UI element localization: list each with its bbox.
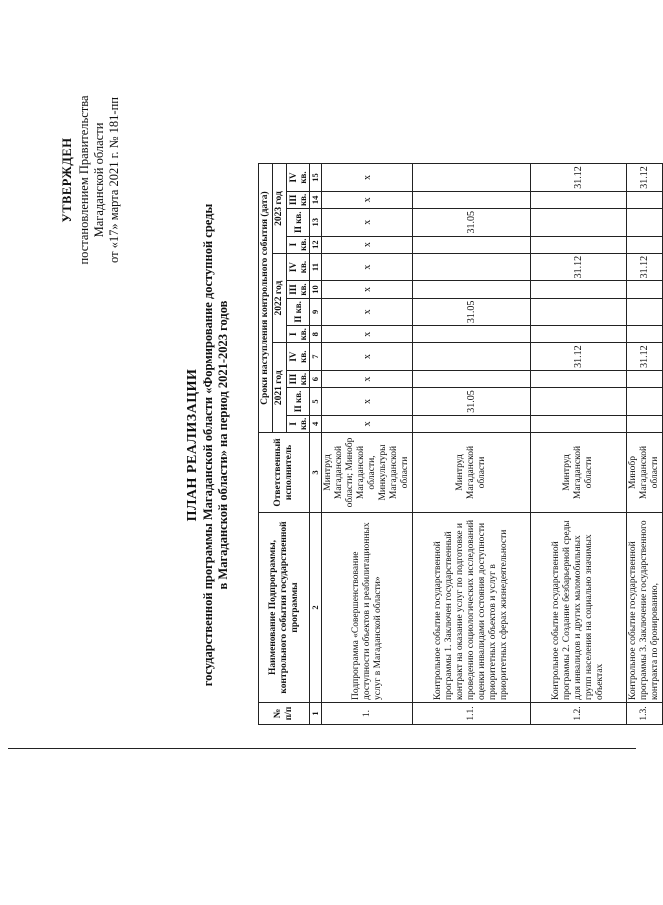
header-quarter: IV кв. [287,164,310,192]
row-date-cell [627,370,663,387]
row-date-cell [627,298,663,326]
row-name: Контрольное событие государственной программы 3. Заключение государственного контракта по бронированию, [627,513,663,703]
column-number: 4 [310,415,322,432]
row-date-cell: 31.05 [413,209,531,237]
header-quarter: II кв. [287,298,310,326]
row-date-cell [531,298,627,326]
row-date-cell [531,191,627,208]
approval-block [60,75,122,285]
row-date-cell: 31.12 [627,253,663,281]
column-number: 14 [310,191,322,208]
row-date-cell: x [322,281,413,298]
row-date-cell [627,388,663,416]
row-date-cell [413,326,531,343]
table-row [627,164,663,725]
row-date-cell [413,281,531,298]
row-name: Контрольное событие государственной программы 1. Заключен государственный контракт на оказание услуг по подготовке и проведению социологических исследований оценки инвалидами состояния доступности приоритетных объектов и услуг в приоритетных сферах жизнедеятельности [413,513,531,703]
column-number-row [310,164,322,725]
header-year-2021: 2021 год [273,343,287,433]
row-date-cell: 31.12 [531,164,627,192]
header-quarter: III кв. [287,370,310,387]
document-title [185,135,231,755]
row-executor: Минтруд Магаданской области [531,433,627,513]
column-number: 2 [310,513,322,703]
row-date-cell: x [322,191,413,208]
header-num: № п/п [259,703,310,725]
column-number: 10 [310,281,322,298]
column-number: 6 [310,370,322,387]
row-number: 1.1. [413,703,531,725]
row-date-cell [531,281,627,298]
row-name: Контрольное событие государственной программы 2. Создание безбарьерной среды для инвалидов и других маломобильных групп населения на социально значимых объектах [531,513,627,703]
row-date-cell: x [322,388,413,416]
header-quarter: II кв. [287,209,310,237]
row-date-cell: x [322,298,413,326]
approval-line-3: от «17» марта 2021 г. № 181-пп [107,97,121,263]
row-date-cell: 31.12 [627,164,663,192]
row-date-cell [627,326,663,343]
row-date-cell [413,370,531,387]
header-executor: Ответственный исполнитель [259,433,310,513]
row-date-cell [627,191,663,208]
title-line-2: государственной программы Магаданской области «Формирование доступной среды [201,203,215,687]
row-date-cell [627,209,663,237]
header-quarter: II кв. [287,388,310,416]
row-date-cell: x [322,343,413,371]
row-date-cell: 31.12 [627,343,663,371]
row-date-cell [413,164,531,192]
table-row [413,164,531,725]
header-quarter: III кв. [287,191,310,208]
row-date-cell: x [322,326,413,343]
approval-line-1: постановлением Правительства [77,95,91,265]
header-quarter: I кв. [287,326,310,343]
header-quarter: IV кв. [287,343,310,371]
header-name: Наименование Подпрограммы, контрольного события государственной программы [259,513,310,703]
row-number: 1.3. [627,703,663,725]
row-date-cell [413,236,531,253]
column-number: 8 [310,326,322,343]
row-date-cell [531,388,627,416]
row-date-cell [531,326,627,343]
row-date-cell [413,191,531,208]
table-row [322,164,413,725]
header-quarter: I кв. [287,415,310,432]
row-date-cell: 31.05 [413,298,531,326]
row-number: 1. [322,703,413,725]
header-quarter: III кв. [287,281,310,298]
row-date-cell: 31.12 [531,343,627,371]
row-date-cell [413,415,531,432]
title-main: ПЛАН РЕАЛИЗАЦИИ [185,368,200,522]
row-date-cell: x [322,370,413,387]
row-date-cell: x [322,253,413,281]
row-name: Подпрограмма «Совершенствование доступности объектов и реабилитационных услуг в Магаданской области» [322,513,413,703]
row-date-cell [531,209,627,237]
row-date-cell [413,253,531,281]
column-number: 11 [310,253,322,281]
row-date-cell: x [322,236,413,253]
row-date-cell: x [322,209,413,237]
column-number: 12 [310,236,322,253]
column-number: 1 [310,703,322,725]
row-executor: Минтруд Магаданской области; Минобр Магаданской области, Минкультуры Магаданской области [322,433,413,513]
approval-line-2: Магаданской области [92,122,106,238]
table-row [531,164,627,725]
row-date-cell [627,415,663,432]
column-number: 5 [310,388,322,416]
row-number: 1.2. [531,703,627,725]
column-number: 7 [310,343,322,371]
column-number: 13 [310,209,322,237]
implementation-plan-table [258,163,663,725]
row-date-cell [531,370,627,387]
header-dates: Сроки наступления контрольного события (дата) [259,164,273,433]
column-number: 15 [310,164,322,192]
row-date-cell: 31.05 [413,388,531,416]
row-date-cell [531,415,627,432]
row-executor: Минобр Магаданской области [627,433,663,513]
column-number: 3 [310,433,322,513]
row-date-cell [627,281,663,298]
header-quarter: I кв. [287,236,310,253]
row-date-cell: 31.12 [531,253,627,281]
header-year-2022: 2022 год [273,253,287,343]
row-date-cell [413,343,531,371]
table-body [322,164,663,725]
title-line-3: в Магаданской области» на период 2021-2023 годов [216,300,230,590]
row-date-cell [627,236,663,253]
row-date-cell [531,236,627,253]
row-date-cell: x [322,415,413,432]
header-year-2023: 2023 год [273,164,287,254]
approval-heading: УТВЕРЖДЕН [60,137,74,223]
row-executor: Минтруд Магаданской области [413,433,531,513]
header-quarter: IV кв. [287,253,310,281]
column-number: 9 [310,298,322,326]
row-date-cell: x [322,164,413,192]
